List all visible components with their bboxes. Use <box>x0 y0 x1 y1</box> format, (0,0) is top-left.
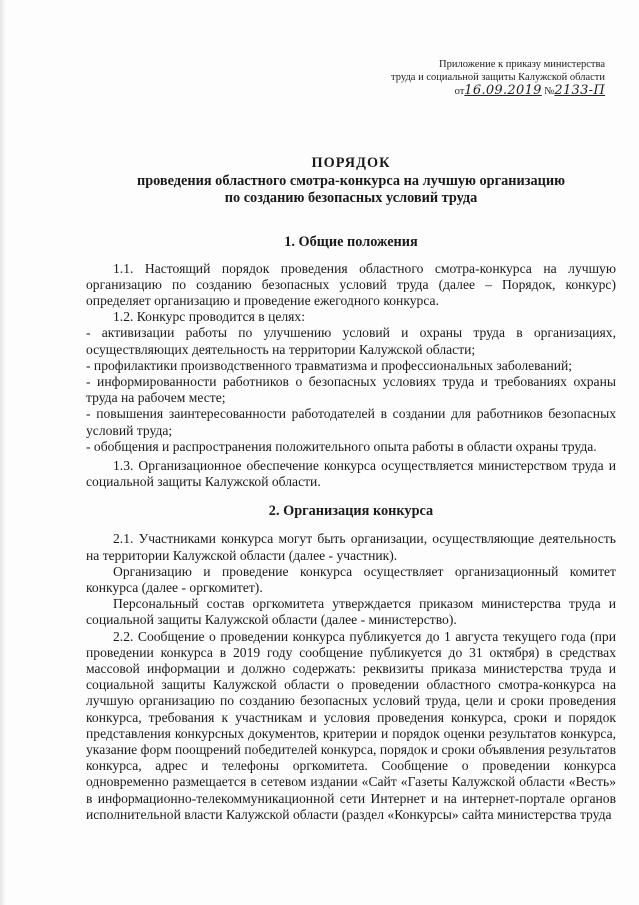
appendix-header <box>375 58 605 98</box>
goal-item-5: - обобщения и распространения положительного опыта работы в области охраны труда. <box>86 438 597 454</box>
paragraph-1-1: 1.1. Настоящий порядок проведения областного смотра-конкурса на лучшую организацию по созданию безопасных условий труда (далее – Порядок, конкурс) определяет организацию и проведение ежегодного конкурса. <box>86 260 616 308</box>
paragraph-2-1: 2.1. Участниками конкурса могут быть организации, осуществляющие деятельность на территории Калужской области (далее - участник). <box>86 531 616 563</box>
handwritten-number: 2133-П <box>554 83 605 98</box>
section-2-heading: 2. Организация конкурса <box>268 503 434 520</box>
goal-item-2: - профилактики производственного травматизма и профессиональных заболеваний; <box>86 357 573 373</box>
paragraph-2-2: 2.2. Сообщение о проведении конкурса публикуется до 1 августа текущего года (при проведении конкурса в 2019 году сообщение публикуется до 31 октября) в средствах массовой информации и должно содержать: реквизиты приказа министерства труда и социальной защиты Калужской области о проведении областного смотра-конкурса на лучшую организацию по созданию безопасных условий труда, цели и сроки проведения конкурса, требования к участникам и условия проведения конкурса, сроки и порядок представления конкурсных документов, критерии и порядок оценки результатов конкурса, указание форм поощрений победителей конкурса, порядок и сроки объявления результатов конкурса, адрес и телефоны оргкомитета. Сообщение о проведении конкурса одновременно размещается в сетевом издании «Сайт «Газеты Калужской области «Весть» в информационно-телекоммуникационной сети Интернет и на интернет-портале органов исполнительной власти Калужской области (раздел «Конкурсы» сайта министерства труда <box>86 628 616 822</box>
paragraph-1-2: 1.2. Конкурс проводится в целях: <box>113 309 306 325</box>
goal-item-1: - активизации работы по улучшению условий и охраны труда в организациях, осуществляющих деятельность на территории Калужской области; <box>86 325 616 357</box>
handwritten-date: 16.09.2019 <box>464 83 542 98</box>
scan-edge-shadow <box>0 0 6 905</box>
title-line-3: по созданию безопасных условий труда <box>224 190 478 206</box>
date-prefix: от <box>454 86 465 97</box>
paragraph-2-1-composition: Персональный состав оргкомитета утверждается приказом министерства труда и социальной защиты Калужской области (далее - министерство). <box>86 596 616 628</box>
number-prefix: № <box>544 86 555 97</box>
header-line-1: Приложение к приказу министерства <box>439 59 605 70</box>
section-1-heading: 1. Общие положения <box>284 233 418 250</box>
paragraph-1-3: 1.3. Организационное обеспечение конкурса осуществляется министерством труда и социальной защиты Калужской области. <box>86 457 616 490</box>
header-date-line <box>375 84 605 98</box>
title-line-2: проведения областного смотра-конкурса на лучшую организацию <box>136 172 566 189</box>
goal-item-4: - повышения заинтересованности работодателей в создании для работников безопасных условий труда; <box>86 406 616 438</box>
title-line-1: ПОРЯДОК <box>311 155 391 171</box>
header-line-2: труда и социальной защиты Калужской области <box>391 72 605 83</box>
document-title <box>86 155 616 208</box>
document-body <box>86 155 616 823</box>
goal-item-3: - информированности работников о безопасных условиях труда и требованиях охраны труда на рабочем месте; <box>86 373 616 406</box>
paragraph-2-1-organizers: Организацию и проведение конкурса осуществляет организационный комитет конкурса (далее - оргкомитет). <box>86 563 616 595</box>
